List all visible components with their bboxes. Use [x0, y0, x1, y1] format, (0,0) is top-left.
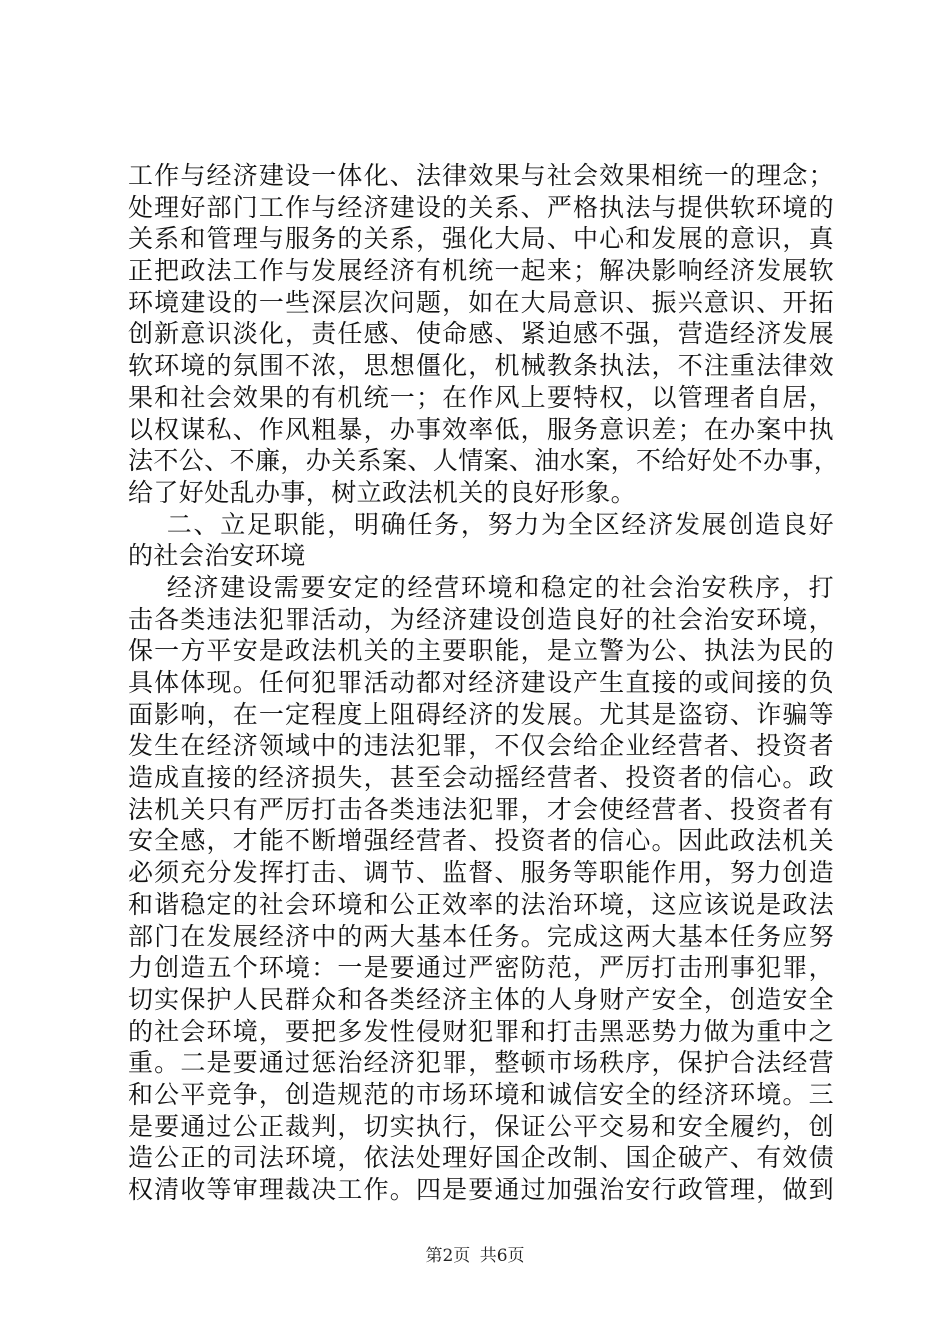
text-line: 保一方平安是政法机关的主要职能，是立警为公、执法为民的 — [128, 636, 834, 666]
page-total: 共6页 — [479, 1246, 525, 1266]
page-number: 第2页 — [425, 1246, 471, 1266]
text-line: 造成直接的经济损失，甚至会动摇经营者、投资者的信心。政 — [128, 763, 834, 793]
section-heading-line: 二、立足职能，明确任务，努力为全区经济发展创造良好 — [128, 509, 834, 539]
text-line: 处理好部门工作与经济建设的关系、严格执法与提供软环境的 — [128, 192, 834, 222]
text-line: 环境建设的一些深层次问题，如在大局意识、振兴意识、开拓 — [128, 287, 834, 317]
section-heading-line: 的社会治安环境 — [128, 541, 306, 571]
text-line: 必须充分发挥打击、调节、监督、服务等职能作用，努力创造 — [128, 858, 834, 888]
text-line: 权清收等审理裁决工作。四是要通过加强治安行政管理，做到 — [128, 1175, 834, 1204]
text-line: 果和社会效果的有机统一；在作风上要特权，以管理者自居， — [128, 382, 834, 412]
text-line: 击各类违法犯罪活动，为经济建设创造良好的社会治安环境， — [128, 604, 834, 634]
text-line: 创新意识淡化，责任感、使命感、紧迫感不强，营造经济发展 — [128, 319, 834, 349]
text-line: 具体体现。任何犯罪活动都对经济建设产生直接的或间接的负 — [128, 668, 834, 697]
text-line: 正把政法工作与发展经济有机统一起来；解决影响经济发展软 — [128, 256, 834, 286]
text-line: 是要通过公正裁判，切实执行，保证公平交易和安全履约，创 — [128, 1111, 834, 1141]
text-line: 以权谋私、作风粗暴，办事效率低，服务意识差；在办案中执 — [128, 414, 834, 444]
text-line: 发生在经济领域中的违法犯罪，不仅会给企业经营者、投资者 — [128, 731, 834, 761]
text-line: 部门在发展经济中的两大基本任务。完成这两大基本任务应努 — [128, 921, 834, 951]
text-line: 软环境的氛围不浓，思想僵化，机械教条执法，不注重法律效 — [128, 351, 834, 381]
text-line: 重。二是要通过惩治经济犯罪，整顿市场秩序，保护合法经营 — [128, 1048, 834, 1078]
text-line: 工作与经济建设一体化、法律效果与社会效果相统一的理念； — [128, 161, 834, 190]
text-line: 的社会环境，要把多发性侵财犯罪和打击黑恶势力做为重中之 — [128, 1016, 834, 1046]
text-line: 切实保护人民群众和各类经济主体的人身财产安全，创造安全 — [128, 984, 834, 1014]
text-line: 面影响，在一定程度上阻碍经济的发展。尤其是盗窃、诈骗等 — [128, 699, 834, 729]
text-line: 造公正的司法环境，依法处理好国企改制、国企破产、有效债 — [128, 1143, 834, 1173]
text-line: 安全感，才能不断增强经营者、投资者的信心。因此政法机关 — [128, 826, 834, 856]
text-line: 法机关只有严厉打击各类违法犯罪，才会使经营者、投资者有 — [128, 794, 834, 824]
text-line: 给了好处乱办事，树立政法机关的良好形象。 — [128, 477, 637, 507]
text-line: 经济建设需要安定的经营环境和稳定的社会治安秩序，打 — [128, 572, 834, 602]
text-line: 和公平竞争，创造规范的市场环境和诚信安全的经济环境。三 — [128, 1079, 834, 1109]
document-body — [128, 160, 840, 1206]
page-footer — [0, 1244, 950, 1268]
text-line: 和谐稳定的社会环境和公正效率的法治环境，这应该说是政法 — [128, 889, 834, 919]
text-line: 关系和管理与服务的关系，强化大局、中心和发展的意识，真 — [128, 224, 834, 254]
text-line: 力创造五个环境：一是要通过严密防范，严厉打击刑事犯罪， — [128, 953, 834, 983]
text-line: 法不公、不廉，办关系案、人情案、油水案，不给好处不办事， — [128, 446, 840, 476]
